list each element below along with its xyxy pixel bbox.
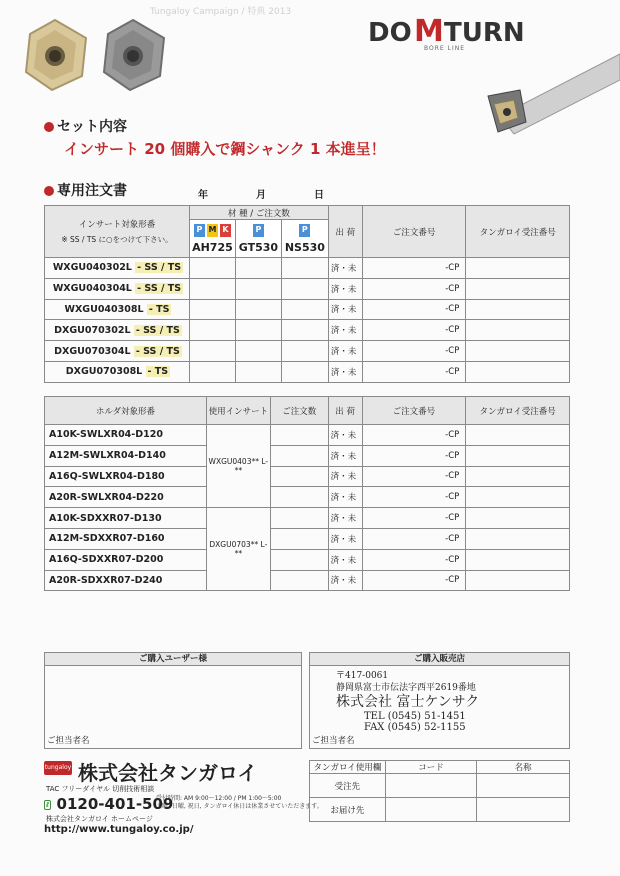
table-row	[45, 549, 570, 570]
holder-order-no-header: ご注文番号	[362, 397, 466, 425]
promo-text: インサート 20 個購入で鋼シャンク 1 本進呈！	[64, 140, 386, 158]
insert-model-cell	[45, 320, 190, 341]
ship-status-cell[interactable]: 済・未	[328, 299, 362, 320]
holder-order-no-cell[interactable]: -CP	[362, 570, 466, 591]
qty-ns530-cell[interactable]	[281, 278, 328, 299]
holder-model-cell: A12M-SDXXR07-D160	[45, 528, 207, 549]
qty-gt530-cell[interactable]	[235, 341, 281, 362]
insert-model-cell	[45, 299, 190, 320]
hours-line-1: 受付時間: AM 9:00～12:00 / PM 1:00～5:00	[156, 795, 282, 802]
freedial-icon: ℓ	[46, 800, 50, 809]
iso-p-icon: P	[194, 224, 205, 237]
dealer-stamp	[336, 670, 479, 733]
dealer-title: ご購入販売店	[310, 653, 569, 666]
table-row	[45, 445, 570, 466]
order-no-cell[interactable]: -CP	[362, 341, 466, 362]
use-code-cell[interactable]	[385, 774, 477, 798]
insert-model-header-label: インサート対象形番	[78, 220, 156, 230]
qty-ah725-cell[interactable]	[189, 341, 235, 362]
holder-qty-cell[interactable]	[270, 508, 328, 529]
tungaloy-no-cell[interactable]	[466, 320, 570, 341]
bullet-icon	[44, 122, 54, 132]
dealer-fax: FAX (0545) 52-1155	[364, 722, 466, 733]
insert-order-table	[44, 205, 570, 383]
qty-ah725-cell[interactable]	[189, 258, 235, 279]
qty-gt530-cell[interactable]	[235, 299, 281, 320]
holder-qty-cell[interactable]	[270, 570, 328, 591]
gold-insert-image	[20, 16, 90, 94]
table-row	[45, 258, 570, 279]
qty-ns530-cell[interactable]	[281, 341, 328, 362]
tungaloy-no-cell[interactable]	[466, 278, 570, 299]
order-no-header: ご注文番号	[362, 206, 466, 258]
svg-text:BORE LINE: BORE LINE	[424, 45, 465, 52]
insert-model-suffix[interactable]: - TS	[148, 303, 170, 315]
holder-model-cell: A10K-SWLXR04-D120	[45, 425, 207, 446]
qty-ns530-cell[interactable]	[281, 361, 328, 382]
grade-ah725-header	[189, 220, 235, 258]
insert-model-cell	[45, 258, 190, 279]
table-row	[45, 341, 570, 362]
holder-tungaloy-no-cell[interactable]	[466, 466, 570, 487]
holder-tungaloy-no-cell[interactable]	[466, 425, 570, 446]
set-section-label: セット内容	[57, 119, 127, 135]
freedial-text: 0120-401-509	[56, 795, 174, 813]
qty-ns530-cell[interactable]	[281, 299, 328, 320]
table-row	[45, 528, 570, 549]
holder-tungaloy-no-cell[interactable]	[466, 487, 570, 508]
qty-gt530-cell[interactable]	[235, 258, 281, 279]
dealer-box	[309, 652, 570, 749]
ship-header: 出 荷	[328, 206, 362, 258]
set-section-title	[44, 116, 127, 136]
insert-group-cell: WXGU0403** L-**	[206, 425, 270, 508]
purchaser-box	[44, 652, 302, 749]
insert-model-cell	[45, 341, 190, 362]
boring-bar-image	[480, 34, 620, 144]
holder-model-cell: A20R-SDXXR07-D240	[45, 570, 207, 591]
holder-ship-status-cell[interactable]: 済・未	[328, 570, 362, 591]
insert-model-base: WXGU040308L	[64, 303, 144, 315]
dealer-tel: TEL (0545) 51-1451	[364, 711, 466, 722]
order-no-cell[interactable]: -CP	[362, 278, 466, 299]
use-col-1: タンガロイ使用欄	[310, 761, 386, 774]
company-name: 株式会社タンガロイ	[78, 761, 258, 785]
holder-ship-status-cell[interactable]: 済・未	[328, 445, 362, 466]
holder-ship-header: 出 荷	[328, 397, 362, 425]
dealer-postal: 〒417-0061	[336, 671, 389, 681]
holder-model-cell: A20R-SWLXR04-D220	[45, 487, 207, 508]
order-section-label: 専用注文書	[57, 183, 127, 199]
tungaloy-no-cell[interactable]	[466, 299, 570, 320]
holder-tungaloy-no-cell[interactable]	[466, 570, 570, 591]
iso-k-icon: K	[220, 224, 231, 237]
insert-model-base: DXGU070302L	[54, 324, 131, 336]
holder-model-cell: A10K-SDXXR07-D130	[45, 508, 207, 529]
insert-model-base: DXGU070308L	[65, 366, 143, 378]
insert-model-cell	[45, 278, 190, 299]
insert-model-base: WXGU040304L	[52, 283, 132, 295]
use-col-3: 名称	[477, 761, 570, 774]
holder-qty-cell[interactable]	[270, 466, 328, 487]
holder-ship-status-cell[interactable]: 済・未	[328, 549, 362, 570]
qty-gt530-cell[interactable]	[235, 320, 281, 341]
holder-qty-cell[interactable]	[270, 487, 328, 508]
tac-label: TAC フリーダイヤル 切削技術相談	[46, 785, 155, 793]
insert-model-suffix[interactable]: - SS / TS	[137, 262, 182, 274]
holder-qty-cell[interactable]	[270, 445, 328, 466]
svg-text:DO: DO	[368, 18, 412, 48]
use-name-cell[interactable]	[477, 774, 570, 798]
holder-qty-cell[interactable]	[270, 528, 328, 549]
insert-model-header-note: ※ SS / TS に○をつけて下さい。	[61, 235, 173, 244]
holder-model-cell: A16Q-SDXXR07-D200	[45, 549, 207, 570]
order-section-title	[44, 180, 127, 200]
order-no-cell[interactable]: -CP	[362, 299, 466, 320]
qty-ah725-cell[interactable]	[189, 278, 235, 299]
use-name-cell[interactable]	[477, 798, 570, 822]
order-no-cell[interactable]: -CP	[362, 320, 466, 341]
purchaser-contact-label: ご担当者名	[47, 736, 90, 746]
insert-model-suffix[interactable]: - TS	[147, 366, 169, 378]
holder-tungaloy-no-cell[interactable]	[466, 549, 570, 570]
use-insert-header: 使用インサート	[206, 397, 270, 425]
holder-qty-header: ご注文数	[270, 397, 328, 425]
grey-insert-image	[98, 16, 168, 94]
tungaloy-no-cell[interactable]	[466, 341, 570, 362]
qty-gt530-cell[interactable]	[235, 278, 281, 299]
qty-ah725-cell[interactable]	[189, 299, 235, 320]
order-no-cell[interactable]: -CP	[362, 258, 466, 279]
table-row	[45, 466, 570, 487]
grade-gt530-header	[235, 220, 281, 258]
holder-ship-status-cell[interactable]: 済・未	[328, 528, 362, 549]
use-code-cell[interactable]	[385, 798, 477, 822]
holder-order-no-cell[interactable]: -CP	[362, 445, 466, 466]
table-row	[45, 570, 570, 591]
holder-model-header: ホルダ対象形番	[45, 397, 207, 425]
table-row	[45, 487, 570, 508]
holder-tungaloy-no-cell[interactable]	[466, 508, 570, 529]
svg-text:TURN: TURN	[444, 18, 525, 48]
qty-gt530-cell[interactable]	[235, 361, 281, 382]
order-no-cell[interactable]: -CP	[362, 361, 466, 382]
tungaloy-no-cell[interactable]	[466, 361, 570, 382]
bullet-icon	[44, 186, 54, 196]
holder-order-no-cell[interactable]: -CP	[362, 487, 466, 508]
table-row	[45, 508, 570, 529]
date-day-label: 日	[314, 190, 324, 201]
table-row	[45, 299, 570, 320]
insert-model-cell	[45, 361, 190, 382]
material-header: 材 種 / ご注文数	[189, 206, 328, 220]
dealer-address: 静岡県富士市伝法字西平2619番地	[336, 683, 476, 693]
use-col-2: コード	[385, 761, 477, 774]
date-month-label: 月	[256, 190, 266, 201]
ship-status-cell[interactable]: 済・未	[328, 361, 362, 382]
holder-tungaloy-no-header: タンガロイ受注番号	[466, 397, 570, 425]
holder-order-no-cell[interactable]: -CP	[362, 528, 466, 549]
header-ghost-text: Tungaloy Campaign / 特典 2013	[150, 7, 292, 17]
svg-text:M: M	[414, 14, 444, 49]
grade-name: NS530	[284, 240, 325, 254]
holder-ship-status-cell[interactable]: 済・未	[328, 487, 362, 508]
ship-status-cell[interactable]: 済・未	[328, 320, 362, 341]
holder-order-table	[44, 396, 570, 591]
hours-line-2: 土曜, 日曜, 祝日, タンガロイ休日は休業させていただきます。	[156, 803, 323, 810]
grade-name: GT530	[238, 240, 279, 254]
ship-status-cell[interactable]: 済・未	[328, 341, 362, 362]
holder-ship-status-cell[interactable]: 済・未	[328, 425, 362, 446]
holder-order-no-cell[interactable]: -CP	[362, 508, 466, 529]
iso-m-icon: M	[207, 224, 218, 237]
qty-ah725-cell[interactable]	[189, 361, 235, 382]
holder-order-no-cell[interactable]: -CP	[362, 466, 466, 487]
ship-status-cell[interactable]: 済・未	[328, 258, 362, 279]
holder-ship-status-cell[interactable]: 済・未	[328, 508, 362, 529]
insert-model-suffix[interactable]: - SS / TS	[137, 283, 182, 295]
holder-model-cell: A12M-SWLXR04-D140	[45, 445, 207, 466]
use-row-2: お届け先	[310, 798, 386, 822]
holder-qty-cell[interactable]	[270, 549, 328, 570]
use-row-1: 受注先	[310, 774, 386, 798]
iso-p-icon: P	[299, 224, 310, 237]
holder-ship-status-cell[interactable]: 済・未	[328, 466, 362, 487]
hours-info	[156, 795, 323, 811]
homepage-label: 株式会社タンガロイ ホームページ	[46, 815, 153, 823]
tungaloy-logo: tungaloy	[44, 761, 72, 775]
ship-status-cell[interactable]: 済・未	[328, 278, 362, 299]
freedial-number	[44, 795, 173, 813]
insert-model-suffix[interactable]: - SS / TS	[135, 345, 180, 357]
insert-group-cell: DXGU0703** L-**	[206, 508, 270, 591]
iso-p-icon: P	[253, 224, 264, 237]
holder-order-no-cell[interactable]: -CP	[362, 549, 466, 570]
date-year-label: 年	[198, 190, 208, 201]
table-row	[45, 278, 570, 299]
tungaloy-no-header: タンガロイ受注番号	[466, 206, 570, 258]
table-row	[45, 425, 570, 446]
purchaser-title: ご購入ユーザー様	[45, 653, 301, 666]
grade-ns530-header	[281, 220, 328, 258]
qty-ns530-cell[interactable]	[281, 320, 328, 341]
tungaloy-no-cell[interactable]	[466, 258, 570, 279]
holder-order-no-cell[interactable]: -CP	[362, 425, 466, 446]
holder-qty-cell[interactable]	[270, 425, 328, 446]
table-row	[45, 320, 570, 341]
qty-ah725-cell[interactable]	[189, 320, 235, 341]
tungaloy-use-table	[309, 760, 570, 822]
qty-ns530-cell[interactable]	[281, 258, 328, 279]
holder-tungaloy-no-cell[interactable]	[466, 528, 570, 549]
insert-model-header	[45, 206, 190, 258]
holder-tungaloy-no-cell[interactable]	[466, 445, 570, 466]
table-row	[45, 361, 570, 382]
dealer-contact-label: ご担当者名	[312, 736, 355, 746]
insert-model-base: DXGU070304L	[54, 345, 131, 357]
dealer-company: 株式会社 富士ケンサク	[336, 694, 480, 710]
holder-model-cell: A16Q-SWLXR04-D180	[45, 466, 207, 487]
insert-model-base: WXGU040302L	[52, 262, 132, 274]
homepage-url[interactable]: http://www.tungaloy.co.jp/	[44, 824, 194, 835]
grade-name: AH725	[192, 240, 233, 254]
insert-model-suffix[interactable]: - SS / TS	[135, 324, 180, 336]
